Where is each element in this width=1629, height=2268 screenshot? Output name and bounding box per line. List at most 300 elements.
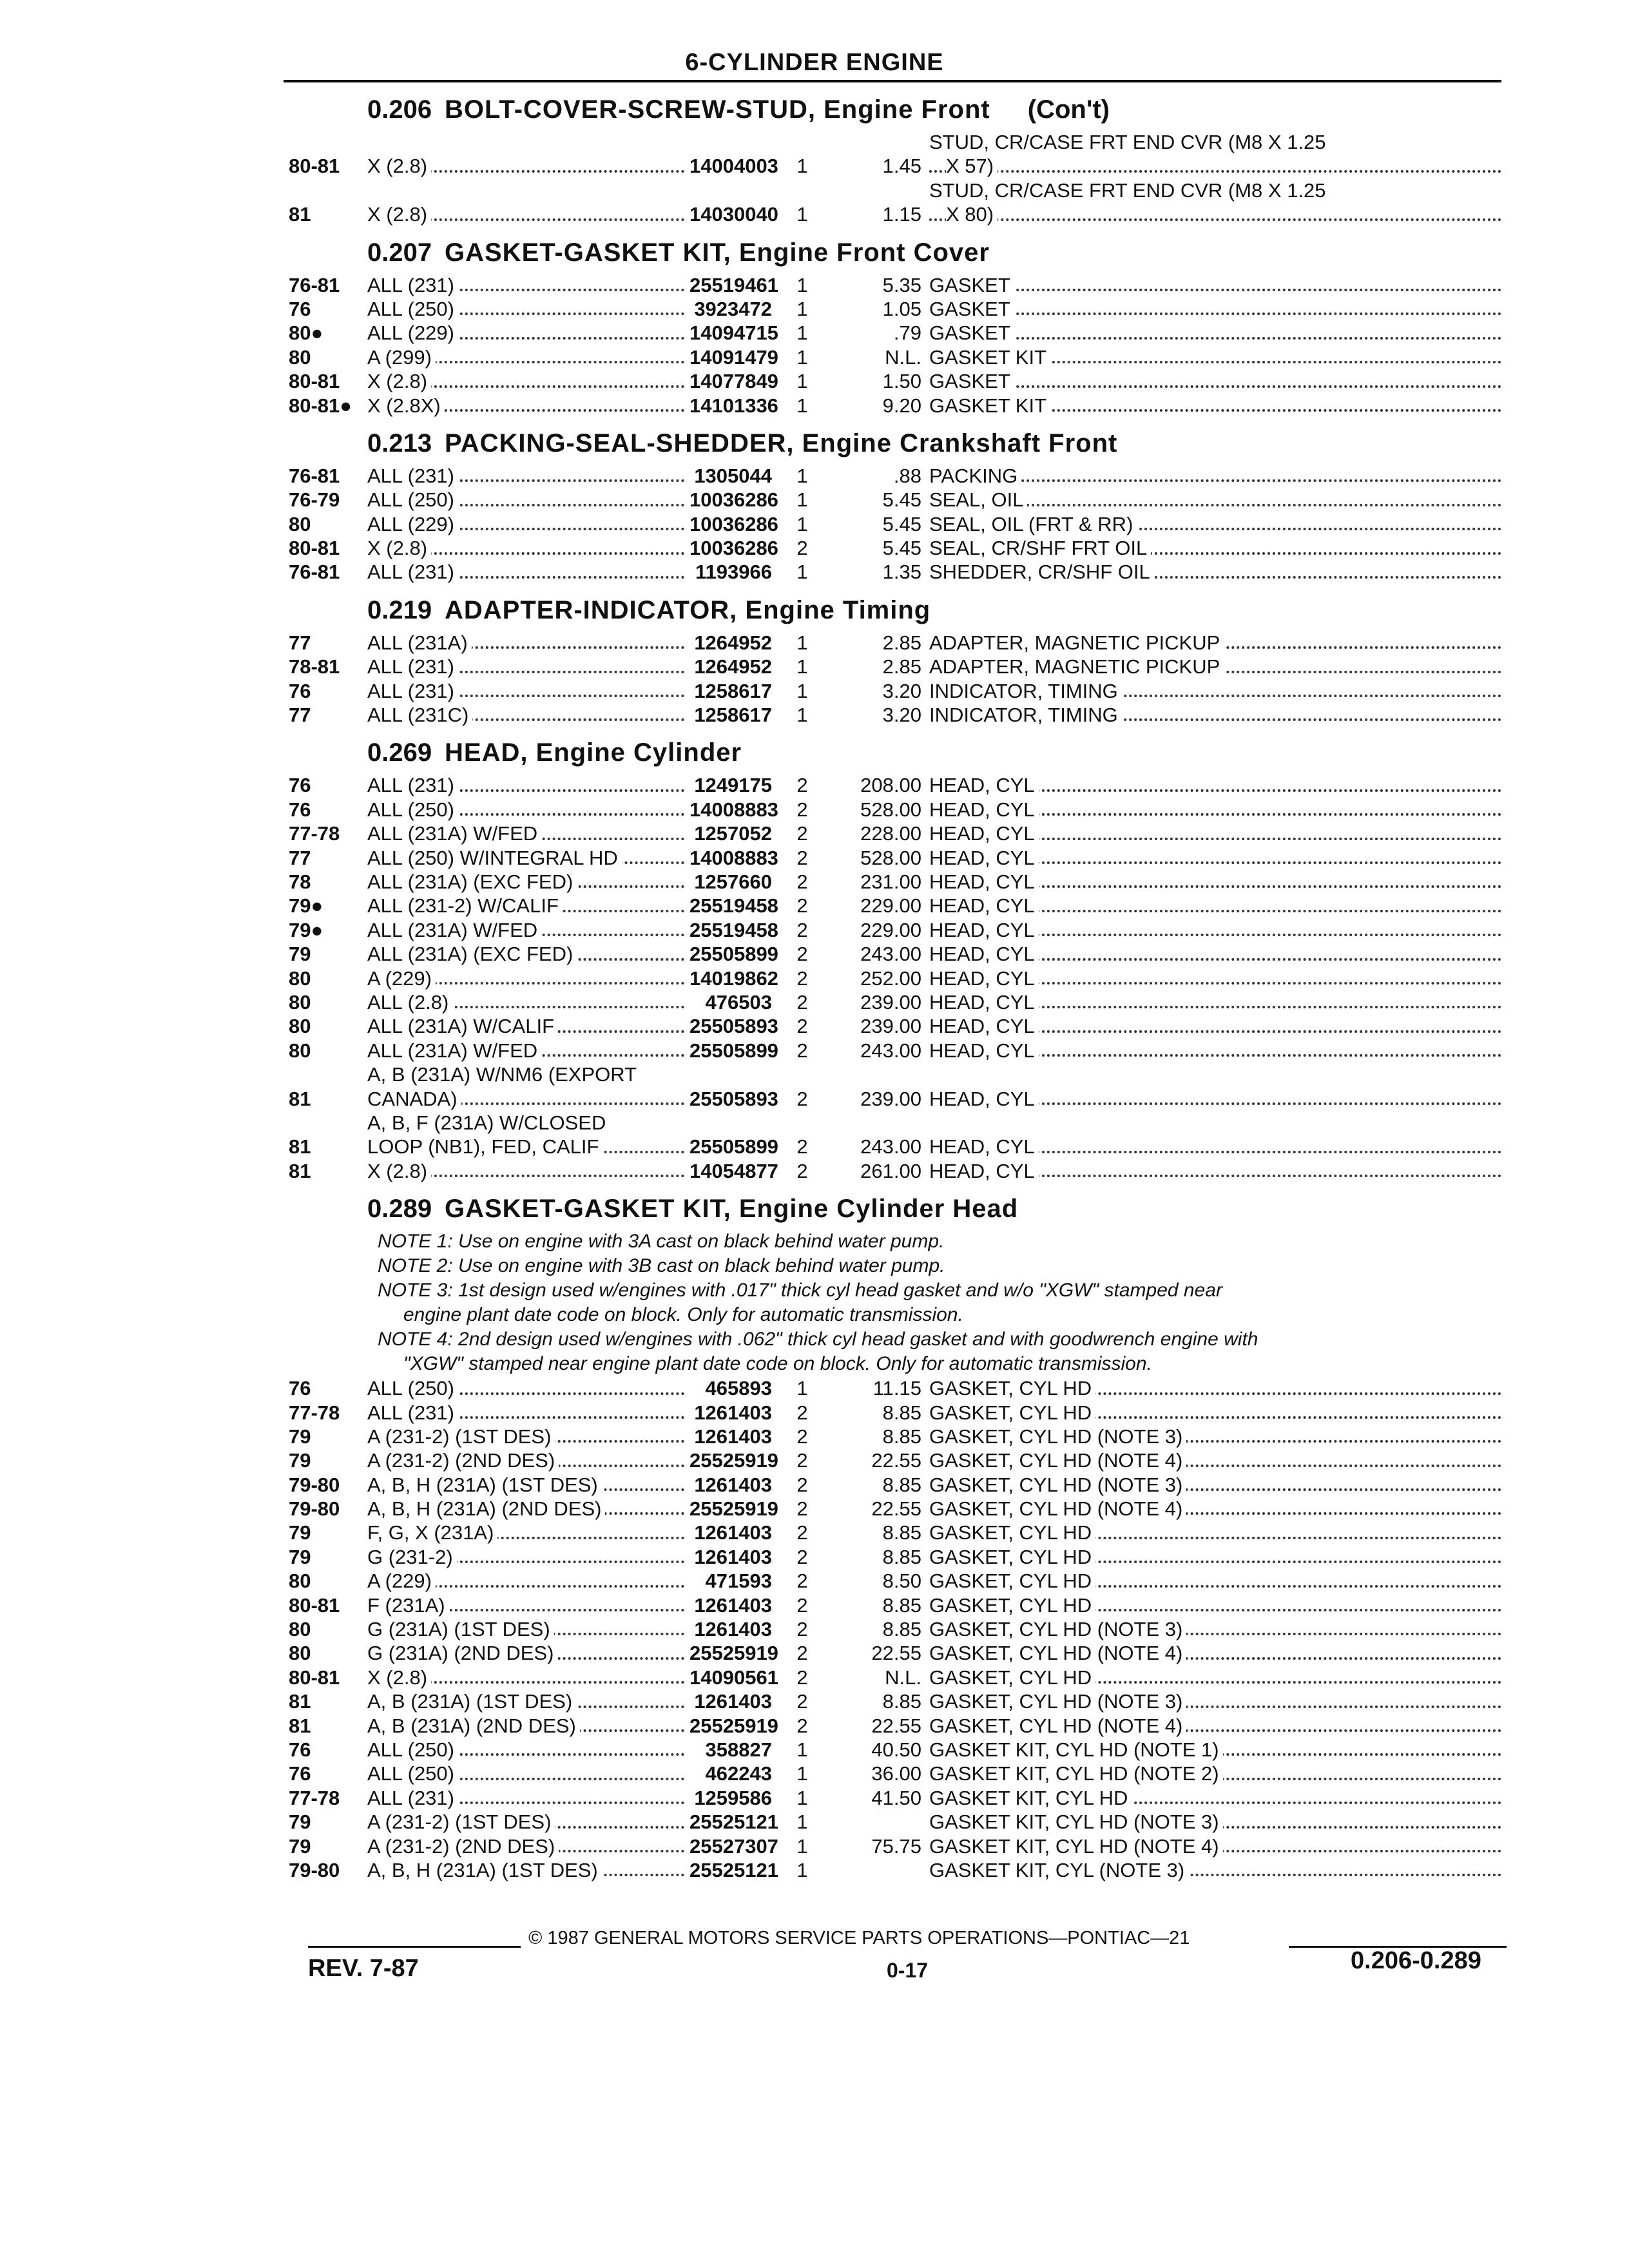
cell-text: G (231A) (2ND DES) [367,1642,557,1664]
section-title: PACKING-SEAL-SHEDDER, Engine Crankshaft Front [445,428,1118,457]
cell-text: HEAD, CYL [929,774,1039,796]
part-row [289,870,1507,894]
cell-text: ALL (231) [367,655,458,678]
cell-text: A (231-2) (2ND DES) [367,1449,559,1472]
footer-rule-left [308,1946,521,1948]
cell-text: GASKET, CYL HD [929,1377,1095,1399]
application-description [367,631,689,655]
model-year: 78-81 [289,655,340,678]
model-year: 80 [289,1039,311,1062]
model-year: 79-80 [289,1858,340,1881]
part-number: 1249175 [694,774,772,797]
price: 528.00 [860,846,921,869]
price: 8.85 [882,1473,921,1496]
model-year: 79 [289,1811,311,1834]
part-number: 1257052 [694,822,772,845]
application-description [367,1473,689,1497]
part-number: 1261403 [694,1401,772,1424]
part-row [289,1762,1507,1785]
price: 229.00 [860,918,921,941]
part-row [289,1425,1507,1448]
part-name [929,1834,1507,1858]
cell-text: GASKET, CYL HD (NOTE 3) [929,1474,1186,1496]
cell-text: PACKING [929,465,1021,487]
price: 22.55 [871,1449,921,1472]
part-row [289,966,1507,990]
model-year: 80-81 [289,1593,340,1617]
section-header [289,738,1507,773]
quantity: 1 [796,488,808,512]
quantity: 2 [796,1497,808,1521]
quantity: 1 [796,631,808,654]
quantity: 2 [796,1593,808,1617]
application-description [367,1569,689,1593]
part-name [929,631,1507,655]
part-row [289,536,1507,560]
quantity: 2 [796,918,808,941]
part-name [929,703,1507,727]
price: 8.85 [882,1618,921,1641]
text-line [929,130,1507,154]
application-description [367,1062,689,1111]
part-name [929,1810,1507,1834]
application-description [367,1666,689,1689]
application-description [367,560,689,584]
application-description [367,202,689,226]
quantity: 2 [796,1690,808,1713]
part-number: 1305044 [694,464,772,487]
part-name [929,321,1507,345]
cell-text: F, G, X (231A) [367,1521,497,1544]
quantity: 1 [796,512,808,535]
section-number: 0.219 [367,595,432,624]
multi-line-text [929,130,1507,178]
part-row [289,345,1507,369]
part-name [929,1014,1507,1038]
application-description [367,1111,689,1159]
application-description [367,1786,689,1810]
cell-text: ADAPTER, MAGNETIC PICKUP [929,631,1224,654]
section-number: 0.206 [367,95,432,124]
cell-text: HEAD, CYL [929,870,1039,893]
cell-text: GASKET KIT, CYL HD [929,1787,1132,1809]
model-year: 76 [289,679,311,702]
quantity: 1 [796,322,808,345]
section-0-289 [289,1195,1507,1882]
cell-text: GASKET, CYL HD (NOTE 3) [929,1618,1186,1640]
part-row [289,1617,1507,1641]
cell-text: SHEDDER, CR/SHF OIL [929,561,1154,583]
part-row [289,1858,1507,1882]
price: 261.00 [860,1159,921,1182]
cell-text: GASKET KIT, CYL HD (NOTE 3) [929,1811,1223,1833]
price: 239.00 [860,1015,921,1038]
model-year: 80-81● [289,394,352,417]
part-row [289,1376,1507,1400]
part-name [929,369,1507,393]
quantity: 2 [796,1039,808,1062]
part-row [289,679,1507,703]
part-number: 1257660 [694,870,772,893]
cell-text: GASKET, CYL HD [929,1401,1095,1424]
quantity: 2 [796,1449,808,1472]
cell-text: ALL (231A) [367,631,472,654]
line-text: CANADA) [367,1088,461,1110]
cell-text: ALL (231) [367,561,458,583]
quantity: 2 [796,1521,808,1544]
part-row [289,1641,1507,1665]
cell-text: ALL (231) [367,1787,458,1809]
part-row [289,273,1507,297]
model-year: 80 [289,1015,311,1038]
section-note: NOTE 1: Use on engine with 3A cast on black behind water pump. [378,1231,945,1253]
cell-text: ALL (250) [367,488,458,511]
cell-text: X (2.8) [367,203,431,226]
section-title: GASKET-GASKET KIT, Engine Front Cover [445,238,990,267]
part-number: 1261403 [694,1593,772,1617]
model-year: 80 [289,512,311,535]
line-text: STUD, CR/CASE FRT END CVR (M8 X 1.25 [929,178,1326,202]
price: 208.00 [860,774,921,797]
part-name [929,536,1507,560]
part-name [929,1569,1507,1593]
quantity: 2 [796,846,808,869]
cell-text: HEAD, CYL [929,1088,1039,1110]
part-name [929,1762,1507,1785]
part-name [929,1159,1507,1183]
part-number: 476503 [705,990,772,1014]
text-line [929,202,1507,226]
part-name [929,1641,1507,1665]
application-description [367,918,689,942]
price: 243.00 [860,1039,921,1062]
model-year: 77-78 [289,1786,340,1809]
part-number: 1193966 [695,561,772,584]
cell-text: ALL (250) W/INTEGRAL HD [367,847,622,869]
part-row [289,1062,1507,1111]
section-note: NOTE 4: 2nd design used w/engines with .062" thick cyl head gasket and with goodwrench engine with [378,1329,1258,1350]
quantity: 1 [796,1834,808,1858]
price: 252.00 [860,966,921,990]
model-year: 79-80 [289,1473,340,1496]
section-0-213 [289,429,1507,584]
quantity: 1 [796,1738,808,1761]
cell-text: G (231A) (1ST DES) [367,1618,554,1640]
part-name [929,1521,1507,1544]
model-year: 79 [289,1425,311,1448]
price: 3.20 [882,679,921,702]
part-number: 1261403 [694,1425,772,1448]
cell-text: GASKET KIT, CYL HD (NOTE 2) [929,1762,1223,1785]
quantity: 1 [796,464,808,487]
application-description [367,1376,689,1400]
part-row [289,846,1507,870]
cell-text: ALL (231) [367,774,458,796]
leader-dots [929,385,1501,388]
part-row [289,655,1507,678]
quantity: 2 [796,1425,808,1448]
cell-text: GASKET, CYL HD [929,1521,1095,1544]
part-name [929,679,1507,703]
part-row [289,561,1507,584]
part-name [929,273,1507,297]
cell-text: HEAD, CYL [929,847,1039,869]
application-description [367,1762,689,1785]
cell-text: ALL (229) [367,322,458,344]
part-number: 14101336 [689,394,778,417]
quantity: 2 [796,1545,808,1568]
model-year: 77-78 [289,1401,340,1424]
section-0-269 [289,738,1507,1183]
part-row [289,1593,1507,1617]
quantity: 1 [796,679,808,702]
price: 1.05 [882,297,921,320]
footer-copyright: © 1987 GENERAL MOTORS SERVICE PARTS OPERATIONS—PONTIAC—21 [528,1928,1190,1948]
cell-text: HEAD, CYL [929,919,1039,941]
text-line [367,1135,689,1158]
model-year: 80● [289,322,323,345]
price: 41.50 [871,1786,921,1809]
part-number: 1258617 [694,704,772,727]
section-note: engine plant date code on block. Only for automatic transmission. [403,1304,963,1326]
cell-text: A (229) [367,1570,436,1592]
line-text: A, B (231A) W/NM6 (EXPORT [367,1063,637,1086]
section-number: 0.213 [367,428,432,457]
section-note: NOTE 2: Use on engine with 3B cast on black behind water pump. [378,1255,945,1277]
cell-text: X (2.8) [367,370,431,392]
application-description [367,1545,689,1569]
model-year: 76 [289,1377,311,1400]
part-row [289,773,1507,797]
part-number: 25519458 [689,918,778,941]
text-line [929,154,1507,178]
cell-text: ALL (231A) W/FED [367,822,541,845]
part-number: 14090561 [689,1666,778,1689]
quantity: 1 [796,370,808,393]
price: 3.20 [882,704,921,727]
application-description [367,942,689,966]
cell-text: A (231-2) (2ND DES) [367,1835,559,1858]
application-description [367,488,689,512]
part-row [289,703,1507,727]
application-description [367,297,689,321]
part-name [929,1087,1507,1111]
cell-text: A, B (231A) (1ST DES) [367,1690,576,1713]
model-year: 81 [289,1135,311,1158]
quantity: 1 [796,273,808,296]
price: 5.45 [882,512,921,535]
part-number: 25505893 [689,1015,778,1038]
cell-text: SEAL, OIL [929,488,1027,511]
part-row [289,1014,1507,1038]
quantity: 2 [796,537,808,560]
cell-text: SEAL, OIL (FRT & RR) [929,513,1137,535]
cell-text: ALL (231) [367,465,458,487]
cell-text: G (231-2) [367,1546,457,1568]
part-row [289,1497,1507,1521]
application-description [367,1425,689,1448]
model-year: 76 [289,1762,311,1785]
price: 243.00 [860,943,921,966]
text-line [367,1087,689,1111]
part-name [929,1039,1507,1062]
part-number: 10036286 [689,537,778,560]
part-number: 14008883 [689,846,778,869]
model-year: 79● [289,918,323,941]
cell-text: ALL (231A) (EXC FED) [367,870,577,893]
section-number: 0.269 [367,738,432,767]
application-description [367,1521,689,1544]
cell-text: A (299) [367,346,436,369]
cell-text: GASKET, CYL HD (NOTE 3) [929,1425,1186,1448]
part-row [289,1545,1507,1569]
part-name [929,1448,1507,1472]
model-year: 81 [289,1159,311,1182]
quantity: 1 [796,203,808,226]
model-year: 79 [289,1545,311,1568]
model-year: 79 [289,1521,311,1544]
application-description [367,1714,689,1738]
cell-text: ADAPTER, MAGNETIC PICKUP [929,655,1224,678]
part-number: 1264952 [694,655,772,678]
model-year: 80 [289,990,311,1014]
line-text: LOOP (NB1), FED, CALIF [367,1135,602,1158]
cell-text: A, B, H (231A) (1ST DES) [367,1474,602,1496]
price: 1.45 [882,155,921,178]
part-name [929,1135,1507,1158]
part-row [289,1689,1507,1713]
quantity: 1 [796,1811,808,1834]
part-name [929,1425,1507,1448]
quantity: 2 [796,822,808,845]
part-number: 471593 [705,1570,772,1593]
cell-text: HEAD, CYL [929,1039,1039,1062]
part-name [929,1545,1507,1569]
model-year: 79 [289,1834,311,1858]
part-number: 462243 [705,1762,772,1785]
price: 5.45 [882,488,921,512]
application-description [367,990,689,1014]
application-description [367,703,689,727]
part-row [289,1521,1507,1544]
part-name [929,990,1507,1014]
quantity: 1 [796,1858,808,1881]
part-number: 1261403 [694,1545,772,1568]
application-description [367,1401,689,1425]
quantity: 2 [796,990,808,1014]
part-row [289,1473,1507,1497]
part-name [929,178,1507,227]
part-row [289,512,1507,536]
part-number: 25505899 [689,1039,778,1062]
price: 1.50 [882,370,921,393]
price: 1.15 [882,203,921,226]
part-name [929,846,1507,870]
model-year: 80 [289,1642,311,1665]
application-description [367,870,689,894]
quantity: 2 [796,1159,808,1182]
continued-label: (Con't) [1027,95,1110,124]
cell-text: HEAD, CYL [929,894,1039,917]
part-row [289,1111,1507,1159]
price: 8.85 [882,1545,921,1568]
cell-text: ALL (250) [367,1762,458,1785]
model-year: 77 [289,631,311,654]
application-description [367,1738,689,1762]
part-name [929,798,1507,822]
part-name [929,464,1507,488]
cell-text: GASKET, CYL HD (NOTE 3) [929,1690,1186,1713]
multi-line-text [367,1062,689,1111]
cell-text: A (231-2) (1ST DES) [367,1425,555,1448]
application-description [367,536,689,560]
cell-text: GASKET [929,274,1014,296]
section-title: GASKET-GASKET KIT, Engine Cylinder Head [445,1195,1019,1224]
line-text: X 57) [946,155,998,177]
cell-text: SEAL, CR/SHF FRT OIL [929,537,1151,559]
model-year: 80-81 [289,1666,340,1689]
price: 228.00 [860,822,921,845]
price: N.L. [885,345,921,369]
part-number: 1261403 [694,1521,772,1544]
price: 243.00 [860,1135,921,1158]
part-row [289,1714,1507,1738]
part-name [929,560,1507,584]
application-description [367,1810,689,1834]
part-number: 25505899 [689,943,778,966]
quantity: 2 [796,1401,808,1424]
quantity: 2 [796,1570,808,1593]
cell-text: GASKET, CYL HD (NOTE 4) [929,1715,1186,1737]
quantity: 2 [796,1473,808,1496]
cell-text: ALL (231A) W/FED [367,1039,541,1062]
quantity: 2 [796,1618,808,1641]
quantity: 1 [796,655,808,678]
section-note: NOTE 3: 1st design used w/engines with .017" thick cyl head gasket and w/o "XGW" stamped near [378,1280,1222,1302]
part-number: 25525919 [689,1642,778,1665]
line-text: A, B, F (231A) W/CLOSED [367,1111,606,1134]
quantity: 2 [796,1642,808,1665]
cell-text: ALL (2.8) [367,991,452,1014]
application-description [367,655,689,678]
application-description [367,1641,689,1665]
price: .79 [893,322,921,345]
section-header [289,596,1507,631]
cell-text: ALL (229) [367,513,458,535]
quantity: 2 [796,943,808,966]
part-row [289,1666,1507,1689]
cell-text: GASKET KIT, CYL (NOTE 3) [929,1859,1188,1881]
cell-text: HEAD, CYL [929,822,1039,845]
part-number: 25527307 [689,1834,778,1858]
part-name [929,1617,1507,1641]
model-year: 79-80 [289,1497,340,1521]
application-description [367,154,689,178]
part-row [289,1810,1507,1834]
price: 8.85 [882,1593,921,1617]
part-name [929,512,1507,536]
quantity: 1 [796,394,808,417]
part-row [289,394,1507,418]
part-row [289,631,1507,655]
part-number: 1264952 [694,631,772,654]
cell-text: ALL (250) [367,798,458,821]
part-number: 25525919 [689,1497,778,1521]
part-name [929,1666,1507,1689]
cell-text: GASKET [929,322,1014,344]
leader-dots [929,289,1501,291]
text-line [367,1111,689,1135]
